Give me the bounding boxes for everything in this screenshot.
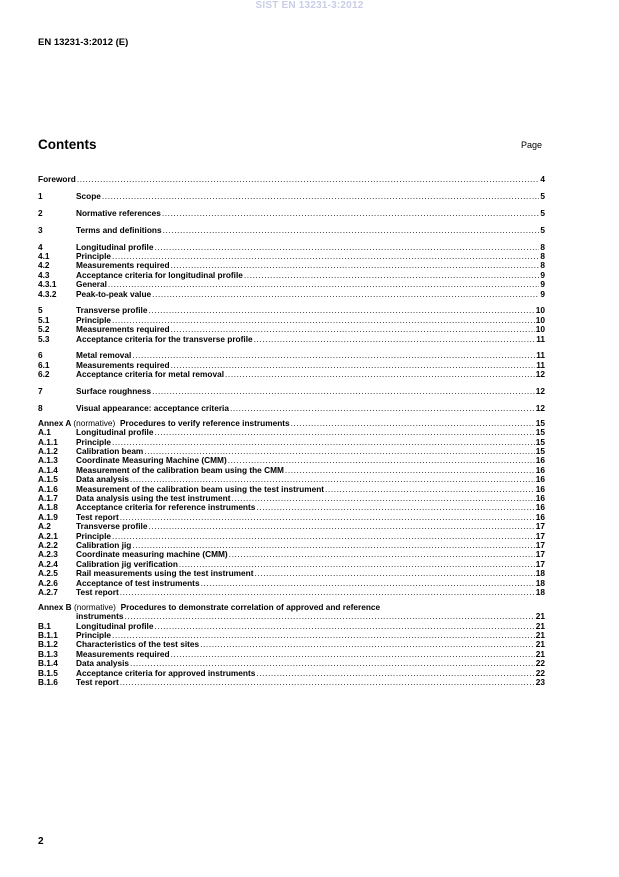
toc-entry-8[interactable] [38, 404, 545, 413]
toc-entry-1[interactable] [38, 192, 545, 201]
toc-number: A.1 [38, 428, 51, 438]
toc-title: Longitudinal profile [76, 242, 154, 252]
toc-page: 16 [535, 512, 545, 522]
toc-entry-6-1[interactable] [38, 361, 545, 370]
document-id: EN 13231-3:2012 (E) [38, 37, 129, 48]
toc-page: 16 [535, 456, 545, 466]
page-number: 2 [38, 836, 44, 847]
toc-page: 4 [540, 175, 545, 184]
toc-title: Procedures to demonstrate correlation of approved and reference [120, 602, 381, 612]
toc-number: A.2.3 [38, 550, 58, 560]
toc-title: Measurements required [76, 360, 170, 370]
toc-page: 18 [535, 569, 545, 579]
dot-leader [148, 522, 534, 531]
toc-page: 11 [536, 351, 545, 361]
toc-page: 10 [535, 306, 545, 316]
toc-entry-4-3[interactable] [38, 271, 545, 280]
toc-title: Principle [76, 531, 112, 541]
dot-leader [162, 209, 540, 218]
toc-page: 18 [535, 587, 545, 597]
toc-entry-a-1-8[interactable] [38, 503, 545, 512]
toc-entry-2[interactable] [38, 209, 545, 218]
toc-number: 5.2 [38, 325, 50, 335]
toc-page: 9 [540, 270, 545, 280]
toc-entry-5-1[interactable] [38, 316, 545, 325]
dot-leader [285, 466, 535, 475]
toc-number: B.1.4 [38, 659, 58, 669]
toc-entry-annex-b[interactable] [38, 603, 545, 612]
toc-title: Measurements required [76, 261, 170, 271]
dot-leader [228, 456, 535, 465]
toc-entry-4[interactable] [38, 243, 545, 252]
toc-entry-a-2[interactable] [38, 522, 545, 531]
toc-title: Principle [76, 631, 112, 640]
dot-leader [102, 192, 539, 201]
toc-number: A.1.3 [38, 456, 58, 466]
toc-number: A.2.2 [38, 541, 58, 550]
dot-leader [154, 428, 534, 437]
toc-page: 15 [535, 447, 545, 457]
toc-title: Normative references [76, 208, 161, 218]
toc-title: Metal removal [76, 351, 132, 361]
toc-page: 5 [540, 208, 545, 218]
dot-leader [130, 475, 535, 484]
toc-page: 16 [535, 503, 545, 513]
toc-entry-b-1-3[interactable] [38, 650, 545, 659]
dot-leader [255, 569, 535, 578]
toc-number: 5.3 [38, 334, 50, 344]
dot-leader [112, 631, 535, 640]
dot-leader [112, 316, 535, 325]
toc-page: 17 [535, 559, 545, 569]
dot-leader [148, 306, 534, 315]
dot-leader [144, 447, 534, 456]
toc-title: Acceptance criteria for reference instruments [76, 503, 256, 513]
annex-type: (normative) [73, 418, 116, 428]
toc-number: 5.1 [38, 315, 50, 325]
toc-number: B.1.2 [38, 640, 58, 650]
dot-leader [254, 335, 536, 344]
dot-leader [171, 325, 535, 334]
dot-leader [132, 541, 534, 550]
toc-entry-b-1-1[interactable] [38, 631, 545, 640]
toc-page: 15 [535, 418, 545, 428]
toc-number: 6.2 [38, 370, 50, 380]
toc-page: 17 [535, 541, 545, 550]
dot-leader [112, 252, 539, 261]
toc-title: Data analysis [76, 659, 130, 669]
toc-entry-a-1-7[interactable] [38, 494, 545, 503]
toc-title: Terms and definitions [76, 225, 162, 235]
toc-page: 5 [540, 191, 545, 201]
toc-page: 10 [535, 315, 545, 325]
toc-number: A.1.7 [38, 494, 58, 504]
dot-leader [154, 622, 534, 631]
toc-page: 16 [535, 465, 545, 475]
dot-leader [225, 370, 535, 379]
toc-title: Acceptance of test instruments [76, 578, 200, 588]
toc-number: B.1.3 [38, 649, 58, 659]
toc-title: Peak-to-peak value [76, 289, 152, 299]
toc-title: instruments [76, 612, 124, 622]
toc-number: A.1.4 [38, 465, 58, 475]
toc-number: B.1.1 [38, 631, 58, 640]
dot-leader [171, 261, 540, 270]
toc-number: A.2.6 [38, 578, 58, 588]
toc-entry-a-1-6[interactable] [38, 485, 545, 494]
toc-entry-a-2-5[interactable] [38, 569, 545, 578]
toc-number: A.2.5 [38, 569, 58, 579]
toc-entry-b-1-4[interactable] [38, 659, 545, 668]
dot-leader [200, 640, 535, 649]
dot-leader [171, 650, 535, 659]
toc-page: 5 [540, 225, 545, 235]
toc-page: 8 [540, 242, 545, 252]
toc-title: Acceptance criteria for longitudinal profile [76, 270, 243, 280]
toc-entry-4-3-2[interactable] [38, 290, 545, 299]
toc-title: Procedures to verify reference instruments [119, 418, 290, 428]
toc-page: 9 [540, 280, 545, 290]
toc-title: Acceptance criteria for metal removal [76, 370, 225, 380]
toc-entry-a-1-5[interactable] [38, 475, 545, 484]
dot-leader [120, 588, 535, 597]
dot-leader [152, 387, 535, 396]
toc-page: 11 [536, 334, 545, 344]
toc-page: 22 [535, 659, 545, 669]
toc-page: 21 [535, 621, 545, 631]
toc-number: 8 [38, 404, 43, 414]
toc-number: A.1.9 [38, 512, 58, 522]
toc-title: Measurement of the calibration beam using the CMM [76, 465, 284, 475]
toc-entry-b-1-2[interactable] [38, 640, 545, 649]
toc-page: 12 [535, 404, 545, 414]
dot-leader [112, 438, 535, 447]
toc-entry-a-2-4[interactable] [38, 560, 545, 569]
toc-title: Calibration jig [76, 541, 132, 550]
toc-entry-a-2-7[interactable] [38, 588, 545, 597]
toc-number: A.2.7 [38, 587, 58, 597]
toc-entry-a-1-1[interactable] [38, 438, 545, 447]
toc-number: B.1.6 [38, 677, 58, 687]
dot-leader [124, 612, 534, 621]
toc-title: Coordinate measuring machine (CMM) [76, 550, 228, 560]
toc-page: 9 [540, 289, 545, 299]
toc-title: Transverse profile [76, 522, 148, 532]
annex-a-heading [38, 419, 290, 428]
toc-entry-3[interactable] [38, 226, 545, 235]
toc-title: Measurements required [76, 649, 170, 659]
annex-type: (normative) [73, 602, 116, 612]
toc-number: 4.1 [38, 251, 50, 261]
toc-number: 7 [38, 387, 43, 397]
toc-entry-4-2[interactable] [38, 261, 545, 270]
toc-title: Acceptance criteria for the transverse profile [76, 334, 253, 344]
dot-leader [291, 419, 535, 428]
toc-title: Measurement of the calibration beam using the test instrument [76, 484, 325, 494]
toc-entry-a-2-2[interactable] [38, 541, 545, 550]
toc-entry-a-2-6[interactable] [38, 579, 545, 588]
toc-page: 16 [535, 475, 545, 485]
toc-page: 17 [535, 550, 545, 560]
toc-number: A.1.6 [38, 484, 58, 494]
toc-number: 5 [38, 306, 43, 316]
toc-title: Characteristics of the test sites [76, 640, 200, 650]
toc-page: 8 [540, 261, 545, 271]
toc-title: Measurements required [76, 325, 170, 335]
toc-title: Visual appearance: acceptance criteria [76, 404, 229, 414]
toc-entry-a-1-9[interactable] [38, 513, 545, 522]
toc-number: 4 [38, 242, 43, 252]
toc-entry-a-2-1[interactable] [38, 532, 545, 541]
dot-leader [229, 550, 535, 559]
toc-title: Data analysis using the test instrument [76, 494, 231, 504]
contents-title: Contents [38, 137, 97, 152]
toc-entry-7[interactable] [38, 387, 545, 396]
toc-page: 11 [536, 360, 545, 370]
toc-number: B.1 [38, 621, 51, 631]
toc-number: A.2.1 [38, 531, 58, 541]
toc-entry-b-1[interactable] [38, 622, 545, 631]
watermark: SIST EN 13231-3:2012 [255, 0, 364, 11]
dot-leader [132, 351, 535, 360]
page-column-label: Page [521, 140, 543, 150]
dot-leader [154, 243, 539, 252]
table-of-contents [38, 175, 545, 687]
dot-leader [201, 579, 535, 588]
toc-page: 22 [535, 668, 545, 678]
dot-leader [120, 678, 535, 687]
dot-leader [163, 226, 540, 235]
toc-title: Transverse profile [76, 306, 148, 316]
toc-title: Calibration beam [76, 447, 144, 457]
toc-entry-a-1-3[interactable] [38, 456, 545, 465]
toc-page: 10 [535, 325, 545, 335]
toc-entry-4-1[interactable] [38, 252, 545, 261]
toc-page: 16 [535, 494, 545, 504]
toc-number: 4.3.1 [38, 280, 57, 290]
toc-number: 4.3 [38, 270, 50, 280]
toc-title: Test report [76, 512, 119, 522]
annex-label: Annex B [38, 602, 72, 612]
toc-entry-6[interactable] [38, 351, 545, 360]
toc-title: Scope [76, 191, 101, 201]
toc-title: Longitudinal profile [76, 428, 154, 438]
toc-title: Foreword [38, 175, 76, 184]
toc-title: Test report [76, 677, 119, 687]
toc-number: A.2 [38, 522, 51, 532]
toc-page: 21 [535, 612, 545, 622]
toc-title: Test report [76, 587, 119, 597]
toc-title: Acceptance criteria for approved instruments [76, 668, 256, 678]
toc-title: Principle [76, 315, 112, 325]
toc-title: Coordinate Measuring Machine (CMM) [76, 456, 227, 466]
toc-page: 17 [535, 522, 545, 532]
toc-page: 12 [535, 387, 545, 397]
toc-number: B.1.5 [38, 668, 58, 678]
toc-entry-5-3[interactable] [38, 335, 545, 344]
toc-title: Data analysis [76, 475, 130, 485]
toc-number: 6.1 [38, 360, 50, 370]
toc-page: 15 [535, 428, 545, 438]
toc-entry-5-2[interactable] [38, 325, 545, 334]
toc-title: Principle [76, 437, 112, 447]
toc-page: 16 [535, 484, 545, 494]
toc-title: Calibration jig verification [76, 559, 178, 569]
dot-leader [152, 290, 539, 299]
toc-page: 21 [535, 649, 545, 659]
toc-entry-a-1-4[interactable] [38, 466, 545, 475]
toc-entry-annex-b-continuation[interactable] [38, 612, 545, 621]
toc-title: Rail measurements using the test instrument [76, 569, 254, 579]
toc-number: 4.3.2 [38, 289, 57, 299]
toc-number: A.2.4 [38, 559, 58, 569]
toc-title: Surface roughness [76, 387, 152, 397]
toc-page: 18 [535, 578, 545, 588]
toc-number: A.1.8 [38, 503, 58, 513]
dot-leader [108, 280, 539, 289]
toc-number: 4.2 [38, 261, 50, 271]
toc-page: 23 [535, 677, 545, 687]
toc-page: 17 [535, 531, 545, 541]
dot-leader [171, 361, 536, 370]
toc-title: General [76, 280, 107, 290]
annex-label: Annex A [38, 418, 72, 428]
toc-number: 6 [38, 351, 43, 361]
toc-page: 21 [535, 631, 545, 640]
toc-entry-a-1-2[interactable] [38, 447, 545, 456]
dot-leader [112, 532, 535, 541]
toc-entry-foreword[interactable] [38, 175, 545, 184]
toc-entry-annex-a[interactable] [38, 419, 545, 428]
dot-leader [325, 485, 535, 494]
toc-page: 21 [535, 640, 545, 650]
dot-leader [77, 175, 540, 184]
toc-page: 12 [535, 370, 545, 380]
dot-leader [256, 669, 534, 678]
toc-entry-5[interactable] [38, 306, 545, 315]
toc-entry-4-3-1[interactable] [38, 280, 545, 289]
toc-title: Longitudinal profile [76, 621, 154, 631]
toc-entry-a-1[interactable] [38, 428, 545, 437]
dot-leader [179, 560, 535, 569]
dot-leader [244, 271, 539, 280]
dot-leader [256, 503, 534, 512]
toc-number: A.1.1 [38, 437, 58, 447]
toc-entry-a-2-3[interactable] [38, 550, 545, 559]
toc-page: 8 [540, 251, 545, 261]
toc-page: 15 [535, 437, 545, 447]
toc-number: A.1.2 [38, 447, 58, 457]
toc-entry-b-1-6[interactable] [38, 678, 545, 687]
toc-entry-6-2[interactable] [38, 370, 545, 379]
dot-leader [230, 404, 535, 413]
dot-leader [231, 494, 534, 503]
toc-number: 2 [38, 208, 43, 218]
toc-title: Principle [76, 251, 112, 261]
toc-entry-b-1-5[interactable] [38, 669, 545, 678]
dot-leader [120, 513, 535, 522]
dot-leader [130, 659, 535, 668]
toc-number: A.1.5 [38, 475, 58, 485]
toc-number: 3 [38, 225, 43, 235]
annex-b-heading [38, 603, 380, 612]
toc-number: 1 [38, 191, 43, 201]
